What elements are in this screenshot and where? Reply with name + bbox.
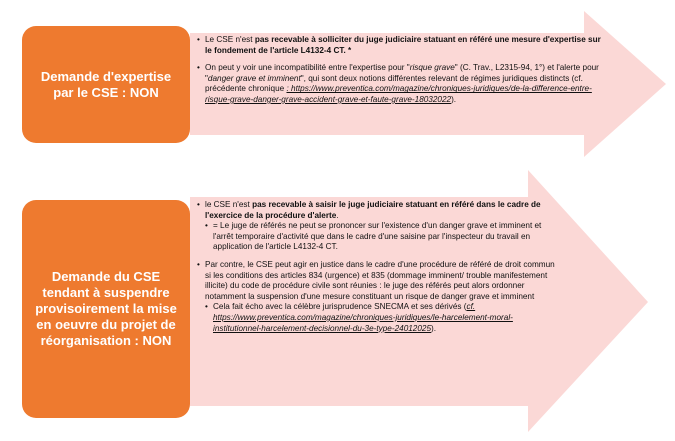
block1-link[interactable]: : https://www.preventica.com/magazine/chroniques-juridiques/de-la-difference-entre-risque-grave-danger-grave-accident-grave-et-faute-grave-18032022 (205, 84, 592, 104)
block2-link[interactable]: cf. https://www.preventica.com/magazine/chroniques-juridiques/le-harcelement-moral-institutionnel-harcelement-decisionnel-du-3e-type-24012025 (213, 302, 513, 333)
block1-title-box (22, 26, 190, 143)
block1-text (197, 35, 602, 106)
block1-para2: • On peut y voir une incompatibilité entre l'expertise pour "risque grave" (C. Trav., L2315-94, 1°) et l'alerte pour "danger grave et imminent", qui sont deux notions différentes relevant de régimes juridiques distincts (cf. précédente chronique : https://www.preventica.com/magazine/chroniques-juridiques/de-la-difference-entre-risque-grave-danger-grave-accident-grave-et-faute-grave-18032022). (197, 63, 602, 105)
block2-para2: • = Le juge de référés ne peut se prononcer sur l'existence d'un danger grave et imminent et l'arrêt temporaire d'activité que dans le cadre d'une saisine par l'inspecteur du travail en application de l'article L4132-4 CT. (197, 221, 555, 253)
block2-para3: • Par contre, le CSE peut agir en justice dans le cadre d'une procédure de référé de droit commun si les conditions des articles 834 (urgence) et 835 (dommage imminent/ trouble manifestement illicite) du code de procédure civile sont réunies : le juge des référés peut alors ordonner notamment la suspension d'une mesure constituant un risque de danger grave et imminent (197, 260, 555, 302)
block2-title: Demande du CSE tendant à suspendre provisoirement la mise en oeuvre du projet de réorganisation : NON (35, 269, 177, 348)
block2-para4: • Cela fait écho avec la célèbre jurisprudence SNECMA et ses dérivés (cf. https://www.preventica.com/magazine/chroniques-juridiques/le-harcelement-moral-institutionnel-harcelement-decisionnel-du-3e-type-24012025). (197, 302, 555, 334)
block1-title: Demande d'expertise par le CSE : NON (40, 68, 172, 100)
block1-para1: • Le CSE n'est pas recevable à solliciter du juge judiciaire statuant en référé une mesure d'expertise sur le fondement de l'article L4132-4 CT. * (197, 35, 602, 56)
block2-para1: • le CSE n'est pas recevable à saisir le juge judiciaire statuant en référé dans le cadre de l'exercice de la procédure d'alerte. (197, 200, 555, 221)
block2-title-box (22, 200, 190, 418)
block2-text (197, 200, 555, 334)
